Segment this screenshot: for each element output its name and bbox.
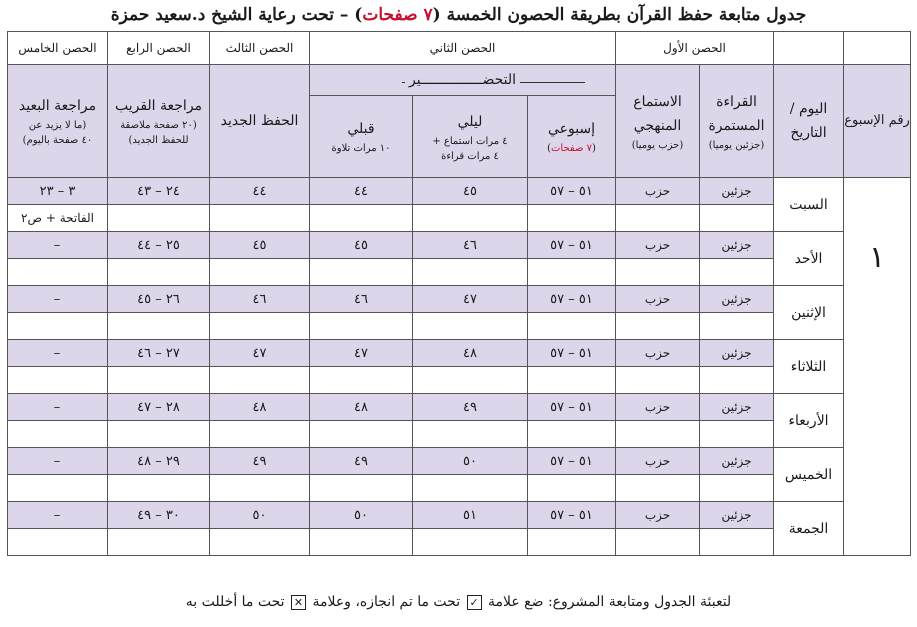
table-row (8, 178, 911, 205)
listening-check-cell[interactable] (616, 259, 700, 286)
table-row (8, 502, 911, 529)
reading-cell: جزئين (700, 394, 774, 421)
far-review-check-cell[interactable] (8, 367, 108, 394)
new-memo-check-cell[interactable] (210, 367, 310, 394)
header-preparation: التحضـــــــــــــــير (310, 65, 616, 96)
before-check-cell[interactable] (310, 259, 413, 286)
far-review-check-cell[interactable] (8, 421, 108, 448)
new-memo-check-cell[interactable] (210, 475, 310, 502)
near-review-cell: ٢٩ – ٤٨ (108, 448, 210, 475)
header-week-blank (844, 32, 911, 65)
week-number: ١ (868, 240, 886, 275)
header-weekly: إسبوعي (٧ صفحات) (528, 96, 616, 178)
weekly-cell: ٥١ – ٥٧ (528, 232, 616, 259)
weekly-cell: ٥١ – ٥٧ (528, 448, 616, 475)
near-review-check-cell[interactable] (108, 313, 210, 340)
far-review-cell: – (8, 340, 108, 367)
reading-check-cell[interactable] (700, 421, 774, 448)
header-second-fortress: الحصن الثاني (310, 32, 616, 65)
far-review-check-cell[interactable] (8, 529, 108, 556)
instructions-footer: لتعبئة الجدول ومتابعة المشروع: ضع علامة ✓ تحت ما تم انجازه، وعلامة ✕ تحت ما أخللت به (185, 594, 732, 610)
near-review-check-cell[interactable] (108, 529, 210, 556)
listening-check-cell[interactable] (616, 421, 700, 448)
weekly-check-cell[interactable] (528, 529, 616, 556)
before-check-cell[interactable] (310, 205, 413, 232)
near-review-check-cell[interactable] (108, 259, 210, 286)
reading-check-cell[interactable] (700, 367, 774, 394)
weekly-cell: ٥١ – ٥٧ (528, 340, 616, 367)
table-row (8, 340, 911, 367)
reading-check-cell[interactable] (700, 529, 774, 556)
table-row (8, 448, 911, 475)
listening-cell: حزب (616, 502, 700, 529)
header-week-number: رقم الإسبوع (844, 65, 911, 178)
weekly-check-cell[interactable] (528, 259, 616, 286)
new-memo-check-cell[interactable] (210, 205, 310, 232)
listening-cell: حزب (616, 232, 700, 259)
before-check-cell[interactable] (310, 421, 413, 448)
header-methodical-listening: الاستماع المنهجي (حزب يوميا) (616, 65, 700, 178)
header-fourth-fortress: الحصن الرابع (108, 32, 210, 65)
weekly-check-cell[interactable] (528, 367, 616, 394)
weekly-check-cell[interactable] (528, 205, 616, 232)
reading-cell: جزئين (700, 232, 774, 259)
listening-cell: حزب (616, 448, 700, 475)
page-title: جدول متابعة حفظ القرآن بطريقة الحصون الخمسة (٧ صفحات) – تحت رعاية الشيخ د.سعيد حمزة (110, 5, 807, 25)
header-day-date: اليوم / التاريخ (774, 65, 844, 178)
new-memo-cell: ٤٤ (210, 178, 310, 205)
near-review-check-cell[interactable] (108, 475, 210, 502)
near-review-cell: ٣٠ – ٤٩ (108, 502, 210, 529)
listening-cell: حزب (616, 286, 700, 313)
before-cell: ٤٧ (310, 340, 413, 367)
reading-check-cell[interactable] (700, 205, 774, 232)
reading-cell: جزئين (700, 178, 774, 205)
far-review-cell: – (8, 394, 108, 421)
before-check-cell[interactable] (310, 475, 413, 502)
nightly-check-cell[interactable] (413, 475, 528, 502)
cross-box-icon: ✕ (291, 595, 306, 610)
far-review-cell: – (8, 502, 108, 529)
weekly-check-cell[interactable] (528, 475, 616, 502)
before-cell: ٤٦ (310, 286, 413, 313)
table-row (8, 394, 911, 421)
day-cell: الأربعاء (774, 394, 844, 448)
far-review-check-cell[interactable] (8, 313, 108, 340)
header-continuous-reading: القراءة المستمرة (جزئين يوميا) (700, 65, 774, 178)
near-review-cell: ٢٨ – ٤٧ (108, 394, 210, 421)
nightly-cell: ٤٨ (413, 340, 528, 367)
nightly-check-cell[interactable] (413, 529, 528, 556)
nightly-cell: ٥١ (413, 502, 528, 529)
header-day-blank (774, 32, 844, 65)
before-check-cell[interactable] (310, 367, 413, 394)
far-review-cell: – (8, 286, 108, 313)
weekly-check-cell[interactable] (528, 313, 616, 340)
near-review-check-cell[interactable] (108, 421, 210, 448)
week-number-cell[interactable] (844, 178, 911, 556)
nightly-check-cell[interactable] (413, 367, 528, 394)
day-cell: السبت (774, 178, 844, 232)
new-memo-check-cell[interactable] (210, 529, 310, 556)
weekly-cell: ٥١ – ٥٧ (528, 394, 616, 421)
before-cell: ٤٨ (310, 394, 413, 421)
day-cell: الأحد (774, 232, 844, 286)
listening-check-cell[interactable] (616, 475, 700, 502)
before-cell: ٤٩ (310, 448, 413, 475)
listening-check-cell[interactable] (616, 367, 700, 394)
before-cell: ٤٥ (310, 232, 413, 259)
reading-check-cell[interactable] (700, 475, 774, 502)
far-review-check-cell[interactable] (8, 475, 108, 502)
new-memo-check-cell[interactable] (210, 259, 310, 286)
reading-cell: جزئين (700, 502, 774, 529)
header-before: قبلي ١٠ مرات تلاوة (310, 96, 413, 178)
nightly-check-cell[interactable] (413, 259, 528, 286)
check-box-icon: ✓ (467, 595, 482, 610)
listening-check-cell[interactable] (616, 313, 700, 340)
far-review-check-cell[interactable]: الفاتحة + ص٢ (8, 205, 108, 232)
new-memo-cell: ٤٨ (210, 394, 310, 421)
header-far-review: مراجعة البعيد (ما لا يزيد عن ٤٠ صفحة باليوم) (8, 65, 108, 178)
nightly-cell: ٤٥ (413, 178, 528, 205)
day-cell: الثلاثاء (774, 340, 844, 394)
table-row (8, 286, 911, 313)
header-new-memorization: الحفظ الجديد (210, 65, 310, 178)
tracking-table (7, 31, 911, 556)
new-memo-cell: ٤٥ (210, 232, 310, 259)
new-memo-cell: ٤٦ (210, 286, 310, 313)
new-memo-cell: ٤٩ (210, 448, 310, 475)
new-memo-cell: ٤٧ (210, 340, 310, 367)
header-near-review: مراجعة القريب (٢٠ صفحة ملاصقة للحفظ الجديد) (108, 65, 210, 178)
nightly-cell: ٤٦ (413, 232, 528, 259)
nightly-check-cell[interactable] (413, 421, 528, 448)
listening-cell: حزب (616, 340, 700, 367)
near-review-cell: ٢٦ – ٤٥ (108, 286, 210, 313)
nightly-cell: ٤٧ (413, 286, 528, 313)
day-cell: الخميس (774, 448, 844, 502)
near-review-cell: ٢٧ – ٤٦ (108, 340, 210, 367)
far-review-cell: – (8, 232, 108, 259)
header-third-fortress: الحصن الثالث (210, 32, 310, 65)
day-cell: الجمعة (774, 502, 844, 556)
new-memo-check-cell[interactable] (210, 313, 310, 340)
day-cell: الإثنين (774, 286, 844, 340)
reading-cell: جزئين (700, 448, 774, 475)
near-review-check-cell[interactable] (108, 367, 210, 394)
header-fifth-fortress: الحصن الخامس (8, 32, 108, 65)
weekly-cell: ٥١ – ٥٧ (528, 502, 616, 529)
far-review-cell: – (8, 448, 108, 475)
nightly-cell: ٥٠ (413, 448, 528, 475)
reading-check-cell[interactable] (700, 259, 774, 286)
before-cell: ٤٤ (310, 178, 413, 205)
column-header-row-1 (8, 65, 911, 96)
before-cell: ٥٠ (310, 502, 413, 529)
new-memo-check-cell[interactable] (210, 421, 310, 448)
table-row (8, 232, 911, 259)
header-nightly: ليلي ٤ مرات استماع + ٤ مرات قراءة (413, 96, 528, 178)
nightly-cell: ٤٩ (413, 394, 528, 421)
header-first-fortress: الحصن الأول (616, 32, 774, 65)
new-memo-cell: ٥٠ (210, 502, 310, 529)
far-review-check-cell[interactable] (8, 259, 108, 286)
weekly-check-cell[interactable] (528, 421, 616, 448)
listening-cell: حزب (616, 178, 700, 205)
before-check-cell[interactable] (310, 529, 413, 556)
nightly-check-cell[interactable] (413, 313, 528, 340)
weekly-cell: ٥١ – ٥٧ (528, 286, 616, 313)
near-review-cell: ٢٥ – ٤٤ (108, 232, 210, 259)
listening-cell: حزب (616, 394, 700, 421)
listening-check-cell[interactable] (616, 205, 700, 232)
far-review-cell: ٣ – ٢٣ (8, 178, 108, 205)
title-red-text: ٧ صفحات (362, 5, 433, 25)
nightly-check-cell[interactable] (413, 205, 528, 232)
reading-cell: جزئين (700, 286, 774, 313)
listening-check-cell[interactable] (616, 529, 700, 556)
before-check-cell[interactable] (310, 313, 413, 340)
fortress-header-row (8, 32, 911, 65)
reading-cell: جزئين (700, 340, 774, 367)
near-review-cell: ٢٤ – ٤٣ (108, 178, 210, 205)
near-review-check-cell[interactable] (108, 205, 210, 232)
reading-check-cell[interactable] (700, 313, 774, 340)
weekly-cell: ٥١ – ٥٧ (528, 178, 616, 205)
